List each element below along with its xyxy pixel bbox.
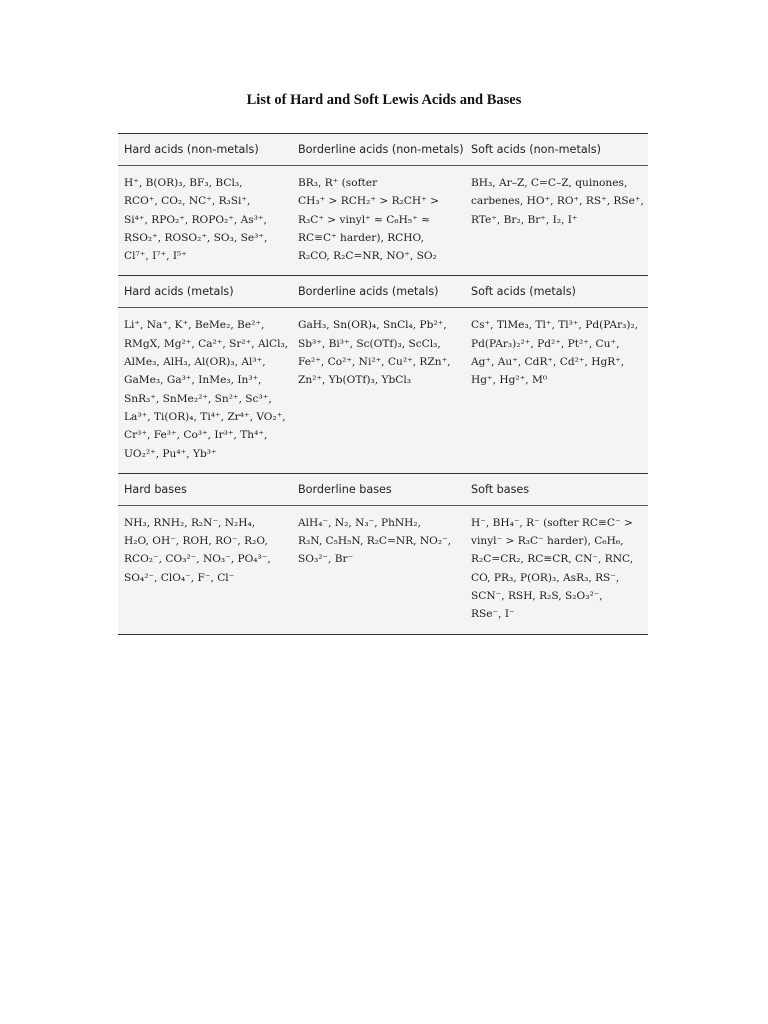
cell-line: CH₃⁺ > RCH₂⁺ > R₂CH⁺ > (298, 195, 439, 208)
column-header: Hard acids (metals) (124, 285, 234, 299)
section-header-row (118, 134, 648, 166)
cell-line: RSO₂⁺, ROSO₂⁺, SO₃, Se³⁺, (124, 231, 268, 244)
section-body-row (118, 166, 648, 275)
cell-line: SO₃²⁻, Br⁻ (298, 553, 354, 566)
cell-line: SnR₃⁺, SnMe₂²⁺, Sn²⁺, Sc³⁺, (124, 392, 272, 405)
hard-acids-nonmetals-cell (118, 174, 292, 265)
cell-line: Cs⁺, TlMe₃, Tl⁺, Tl³⁺, Pd(PAr₃)₂, (471, 319, 639, 332)
borderline-acids-nonmetals-cell (292, 174, 465, 265)
cell-line: R₃C⁺ > vinyl⁺ ≈ C₆H₅⁺ ≈ (298, 213, 430, 226)
cell-line: H₂O, OH⁻, ROH, RO⁻, R₂O, (124, 535, 268, 548)
column-header: Soft acids (non-metals) (471, 143, 601, 156)
cell-line: R₂CO, R₂C=NR, NO⁺, SO₂ (298, 250, 437, 263)
cell-line: RC≡C⁺ harder), RCHO, (298, 231, 424, 244)
cell-line: RMgX, Mg²⁺, Ca²⁺, Sr²⁺, AlCl₃, (124, 337, 289, 350)
cell-line: Cl⁷⁺, I⁷⁺, I⁵⁺ (124, 250, 187, 263)
column-header: Hard bases (124, 482, 187, 496)
column-header: Soft acids (metals) (471, 285, 576, 299)
cell-line: Cr³⁺, Fe³⁺, Co³⁺, Ir³⁺, Th⁴⁺, (124, 429, 268, 442)
cell-line: H⁺, B(OR)₃, BF₃, BCl₃, (124, 177, 243, 189)
cell-line: AlMe₃, AlH₃, Al(OR)₃, Al³⁺, (124, 356, 266, 369)
cell-line: SCN⁻, RSH, R₂S, S₂O₃²⁻, (471, 590, 603, 603)
cell-line: Hg⁺, Hg²⁺, M⁰ (471, 374, 548, 387)
cell-line: GaH₃, Sn(OR)₄, SnCl₄, Pb²⁺, (298, 319, 447, 332)
cell-line: H⁻, BH₄⁻, R⁻ (softer RC≡C⁻ > (471, 516, 633, 529)
hard-bases-cell (118, 514, 292, 624)
cell-line: GaMe₃, Ga³⁺, InMe₃, In³⁺, (124, 374, 262, 387)
column-header: Borderline acids (metals) (298, 285, 439, 299)
cell-line: R₂C=CR₂, RC≡CR, CN⁻, RNC, (471, 553, 634, 566)
cell-line: RTe⁺, Br₂, Br⁺, I₂, I⁺ (471, 213, 578, 226)
column-header: Hard acids (non-metals) (124, 143, 259, 156)
cell-line: Fe²⁺, Co²⁺, Ni²⁺, Cu²⁺, RZn⁺, (298, 356, 451, 369)
hard-acids-metals-cell (118, 316, 292, 462)
cell-line: Ag⁺, Au⁺, CdR⁺, Cd²⁺, HgR⁺, (471, 356, 625, 369)
cell-line: Zn²⁺, Yb(OTf)₃, YbCl₃ (298, 374, 411, 387)
cell-line: vinyl⁻ > R₃C⁻ harder), C₆H₆, (471, 535, 624, 548)
page-title: List of Hard and Soft Lewis Acids and Bases (246, 92, 522, 108)
cell-line: Li⁺, Na⁺, K⁺, BeMe₂, Be²⁺, (124, 319, 265, 332)
column-header: Soft bases (471, 482, 530, 496)
soft-acids-nonmetals-cell (465, 174, 648, 265)
borderline-bases-cell (292, 514, 465, 624)
column-header: Borderline bases (298, 482, 392, 496)
section-body-row (118, 506, 648, 634)
cell-line: Si⁴⁺, RPO₂⁺, ROPO₂⁺, As³⁺, (124, 213, 267, 226)
cell-line: UO₂²⁺, Pu⁴⁺, Yb³⁺ (124, 447, 217, 460)
section-header-row (118, 473, 648, 506)
soft-bases-cell (465, 514, 648, 624)
cell-line: RCO₂⁻, CO₃²⁻, NO₃⁻, PO₄³⁻, (124, 553, 271, 566)
cell-line: CO, PR₃, P(OR)₃, AsR₃, RS⁻, (471, 571, 620, 584)
cell-line: AlH₄⁻, N₂, N₃⁻, PhNH₂, (298, 516, 422, 529)
cell-line: Pd(PAr₃)₂²⁺, Pd²⁺, Pt²⁺, Cu⁺, (471, 337, 620, 350)
cell-line: Sb³⁺, Bi³⁺, Sc(OTf)₃, ScCl₃, (298, 337, 441, 350)
cell-line: RCO⁺, CO₂, NC⁺, R₃Si⁺, (124, 195, 251, 208)
cell-line: BH₃, Ar–Z, C=C–Z, quinones, (471, 177, 628, 189)
section-body-row (118, 308, 648, 472)
cell-line: La³⁺, Ti(OR)₄, Ti⁴⁺, Zr⁴⁺, VO₂⁺, (124, 410, 286, 423)
cell-line: RSe⁻, I⁻ (471, 608, 515, 621)
cell-line: carbenes, HO⁺, RO⁺, RS⁺, RSe⁺, (471, 195, 644, 208)
hsab-table (118, 133, 648, 635)
borderline-acids-metals-cell (292, 316, 465, 462)
column-header: Borderline acids (non-metals) (298, 143, 464, 156)
cell-line: NH₃, RNH₂, R₂N⁻, N₂H₄, (124, 516, 256, 529)
soft-acids-metals-cell (465, 316, 648, 462)
cell-line: R₃N, C₅H₅N, R₂C=NR, NO₂⁻, (298, 535, 452, 548)
section-header-row (118, 275, 648, 308)
cell-line: BR₃, R⁺ (softer (298, 177, 378, 189)
cell-line: SO₄²⁻, ClO₄⁻, F⁻, Cl⁻ (124, 571, 235, 584)
